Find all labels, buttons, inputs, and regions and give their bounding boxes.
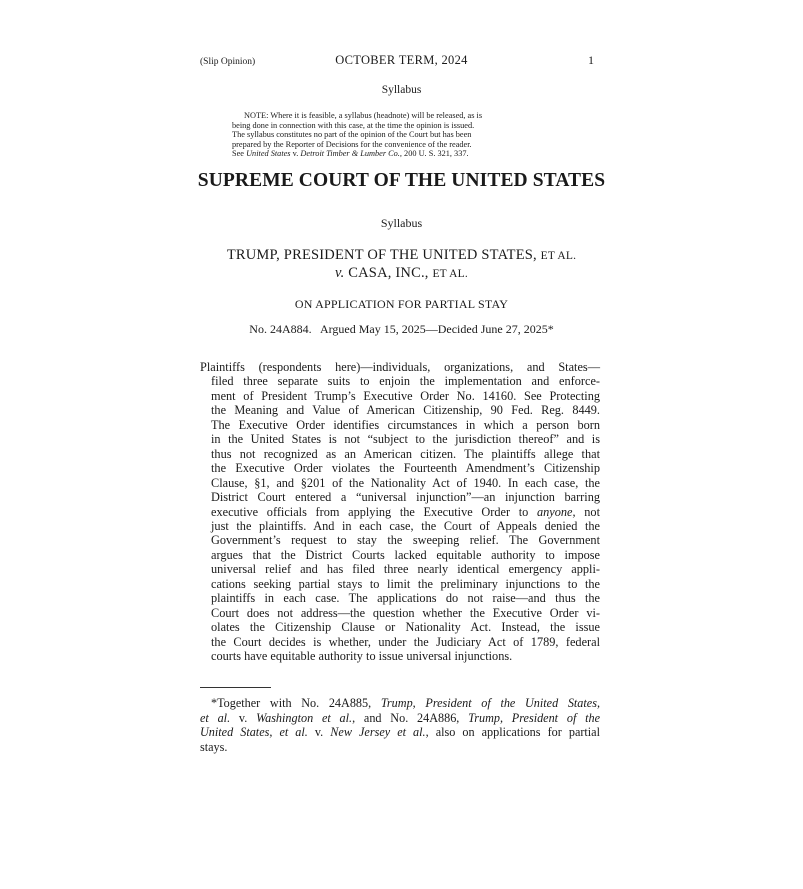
term-header: OCTOBER TERM, 2024 bbox=[335, 53, 468, 67]
footnote-text: v. bbox=[230, 710, 257, 725]
syllabus-label-top: Syllabus bbox=[381, 84, 422, 96]
body-line: District Court entered a “universal injunction”—an injunction barring bbox=[211, 490, 600, 505]
footnote-text: , also on applications for partial bbox=[425, 725, 600, 740]
footnote-text: v. bbox=[307, 725, 331, 740]
body-line: Plaintiffs (respondents here)—individuals, organizations, and States— bbox=[200, 360, 600, 374]
body-line: Government’s request to stay the sweeping relief. The Government bbox=[211, 533, 600, 548]
body-line: Clause, §1, and §201 of the Nationality Act of 1940. In each case, the bbox=[211, 475, 600, 490]
note-line: The syllabus constitutes no part of the opinion of the Court but has been bbox=[232, 130, 472, 140]
body-line: universal relief and has filed three nearly identical emergency appli- bbox=[211, 562, 600, 577]
body-text-span: not bbox=[575, 504, 600, 519]
body-line: filed three separate suits to enjoin the implementation and enforce- bbox=[211, 374, 600, 389]
body-line: olates the Citizenship Clause or Nationality Act. Instead, the issue bbox=[211, 620, 600, 635]
footnote-text: , and No. 24A886, bbox=[352, 710, 469, 725]
footnote-text: *Together with No. 24A885, bbox=[211, 696, 381, 710]
reporter-note bbox=[232, 111, 570, 159]
docket-line: No. 24A884. Argued May 15, 2025—Decided June 27, 2025* bbox=[249, 322, 554, 336]
body-line: Court does not address—the question whether the Executive Order vi- bbox=[211, 605, 600, 620]
body-line: argues that the District Courts lacked equitable authority to impose bbox=[211, 547, 600, 562]
footnote-line bbox=[200, 725, 600, 740]
body-line bbox=[200, 505, 600, 519]
body-line: just the plaintiffs. And in each case, the Court of Appeals denied the bbox=[211, 518, 600, 533]
body-line: cations seeking partial stays to limit the preliminary injunctions to the bbox=[211, 576, 600, 591]
footnote-divider bbox=[200, 687, 271, 688]
court-name: SUPREME COURT OF THE UNITED STATES bbox=[197, 170, 606, 191]
footnote-case-name: Trump, President of the United States, bbox=[380, 696, 600, 710]
slip-opinion-label: (Slip Opinion) bbox=[200, 57, 256, 67]
case-party-a: TRUMP, PRESIDENT OF THE UNITED STATES, bbox=[226, 247, 541, 263]
application-heading: ON APPLICATION FOR PARTIAL STAY bbox=[294, 297, 509, 311]
body-line: the Meaning and Value of American Citizenship, 90 Fed. Reg. 8449. bbox=[211, 403, 600, 418]
note-case-b: Detroit Timber & Lumber Co., bbox=[300, 149, 402, 159]
case-caption-line2 bbox=[0, 265, 803, 282]
case-party-b: CASA, INC., bbox=[344, 265, 433, 281]
case-etal-a: ET AL. bbox=[540, 250, 577, 262]
note-case-a: United States bbox=[246, 149, 291, 159]
footnote-case-name: United States, et al. bbox=[200, 725, 308, 740]
body-line: the Executive Order violates the Fourteenth Amendment’s Citizenship bbox=[211, 461, 600, 476]
case-etal-b: ET AL. bbox=[432, 268, 468, 280]
footnote-case-name: Washington et al. bbox=[256, 710, 353, 725]
note-cite: 200 U. S. 321, 337. bbox=[401, 149, 469, 159]
footnote-case-name: Trump, President of the bbox=[468, 710, 601, 725]
footnote-line bbox=[200, 711, 600, 726]
body-text-span: executive officials from applying the Executive Order to bbox=[211, 504, 537, 519]
footnote-line: stays. bbox=[200, 739, 228, 754]
body-line: the Court decides is whether, under the Judiciary Act of 1789, federal bbox=[211, 634, 600, 649]
page-number: 1 bbox=[588, 53, 594, 67]
body-line: The Executive Order identifies circumstances in which a person born bbox=[211, 417, 600, 432]
note-line: NOTE: Where it is feasible, a syllabus (headnote) will be released, as is bbox=[244, 111, 483, 120]
note-citation-line bbox=[232, 149, 570, 159]
syllabus-label: Syllabus bbox=[380, 216, 423, 230]
body-line: plaintiffs in each case. The applications do not raise—and thus the bbox=[211, 591, 600, 606]
body-line: in the United States is not “subject to the jurisdiction thereof” and is bbox=[211, 432, 600, 447]
note-see: See bbox=[232, 149, 247, 159]
footnote-case-name: et al. bbox=[200, 710, 231, 725]
body-line: courts have equitable authority to issue universal injunctions. bbox=[211, 649, 513, 664]
footnote-case-name: New Jersey et al. bbox=[330, 725, 426, 740]
syllabus-body bbox=[200, 360, 600, 664]
note-line: prepared by the Reporter of Decisions for the convenience of the reader. bbox=[232, 139, 472, 149]
body-emphasis: anyone, bbox=[537, 504, 576, 519]
case-caption-line1 bbox=[0, 247, 803, 264]
body-line: thus not recognized as an American citizen. The plaintiffs allege that bbox=[211, 446, 600, 461]
body-line: ment of President Trump’s Executive Order No. 14160. See Protecting bbox=[211, 388, 600, 403]
note-line: being done in connection with this case, at the time the opinion is issued. bbox=[232, 120, 475, 130]
footnote-line bbox=[200, 696, 600, 711]
case-versus: v. bbox=[335, 265, 345, 281]
footnote bbox=[200, 696, 600, 754]
note-v: v. bbox=[290, 149, 301, 159]
